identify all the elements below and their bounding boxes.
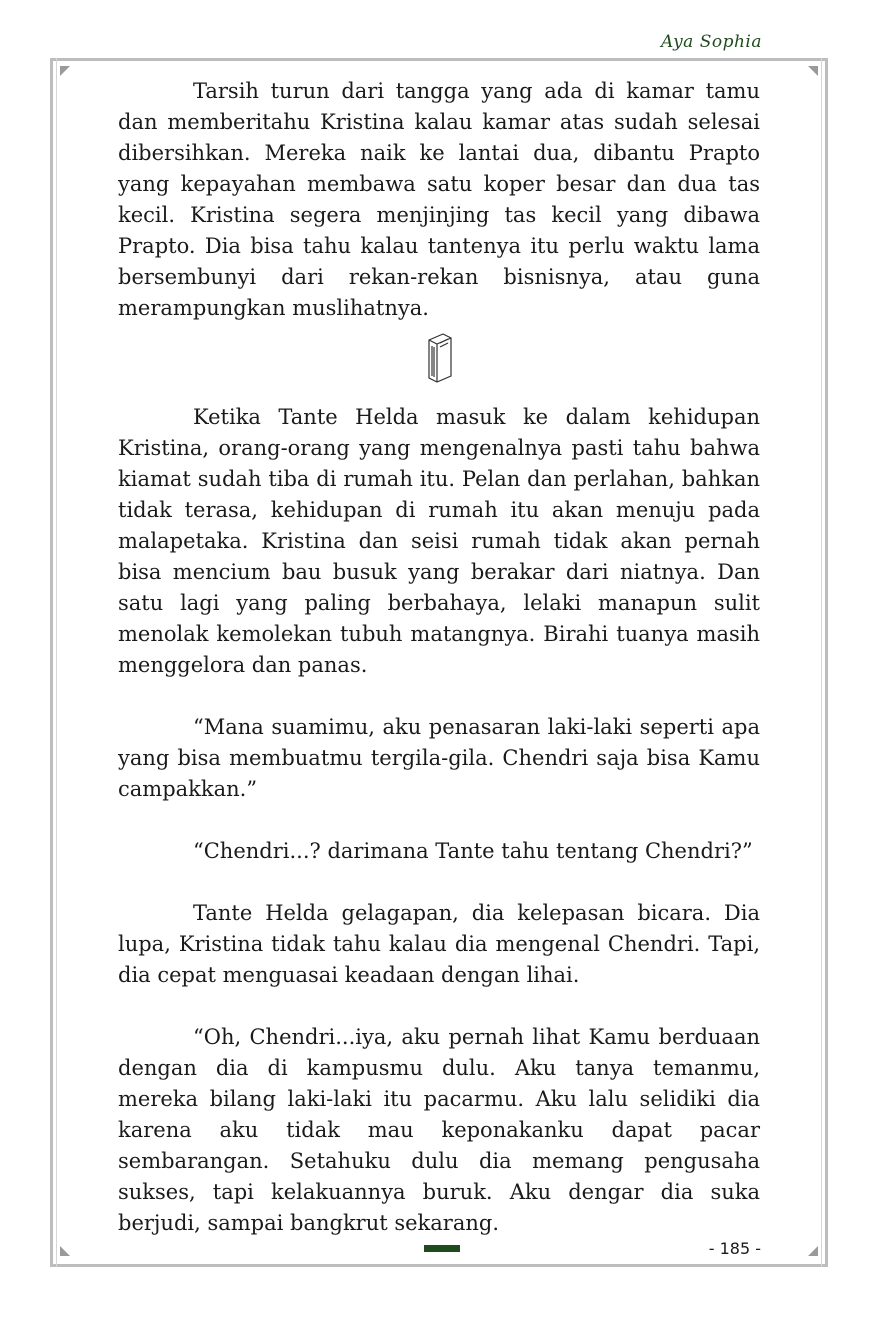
paragraph-3: “Mana suamimu, aku penasaran laki-laki seperti apa yang bisa membuatmu tergila-gila. Chendri saja bisa Kamu campakkan.”	[118, 715, 760, 801]
frame-left-border	[50, 58, 53, 1267]
frame-bottom-border	[50, 1264, 828, 1267]
footer-accent-bar	[424, 1245, 460, 1252]
corner-ornament-top-left	[60, 66, 70, 76]
page-body	[118, 76, 760, 1239]
frame-top-border	[50, 58, 828, 61]
corner-ornament-bottom-left	[60, 1246, 70, 1256]
frame-left-inner-line	[56, 58, 57, 1267]
paragraph-4: “Chendri...? darimana Tante tahu tentang Chendri?”	[193, 839, 753, 863]
paragraph-6: “Oh, Chendri...iya, aku pernah lihat Kamu berduaan dengan dia di kampusmu dulu. Aku tanya temanmu, mereka bilang laki-laki itu pacarmu. Aku lalu selidiki dia karena aku tidak mau keponakanku dapat pacar sembarangan. Setahuku dulu dia memang pengusaha sukses, tapi kelakuannya buruk. Aku dengar dia suka berjudi, sampai bangkrut sekarang.	[118, 1025, 760, 1235]
corner-ornament-bottom-right	[808, 1246, 818, 1256]
book-ornament-icon	[421, 330, 457, 386]
paragraph-2: Ketika Tante Helda masuk ke dalam kehidupan Kristina, orang-orang yang mengenalnya pasti tahu bahwa kiamat sudah tiba di rumah itu. Pelan dan perlahan, bahkan tidak terasa, kehidupan di rumah itu akan menuju pada malapetaka. Kristina dan seisi rumah tidak akan pernah bisa mencium bau busuk yang berakar dari niatnya. Dan satu lagi yang paling berbahaya, lelaki manapun sulit menolak kemolekan tubuh matangnya. Birahi tuanya masih menggelora dan panas.	[118, 405, 760, 677]
paragraph-1: Tarsih turun dari tangga yang ada di kamar tamu dan memberitahu Kristina kalau kamar atas sudah selesai dibersihkan. Mereka naik ke lantai dua, dibantu Prapto yang kepayahan membawa satu koper besar dan dua tas kecil. Kristina segera menjinjing tas kecil yang dibawa Prapto. Dia bisa tahu kalau tantenya itu perlu waktu lama bersembunyi dari rekan-rekan bisnisnya, atau guna merampungkan muslihatnya.	[118, 79, 760, 320]
frame-right-inner-line	[821, 58, 822, 1267]
frame-right-border	[825, 58, 828, 1267]
running-header-title: Aya Sophia	[660, 32, 762, 52]
page-number: - 185 -	[708, 1239, 761, 1258]
paragraph-5: Tante Helda gelagapan, dia kelepasan bicara. Dia lupa, Kristina tidak tahu kalau dia mengenal Chendri. Tapi, dia cepat menguasai keadaan dengan lihai.	[118, 901, 760, 987]
corner-ornament-top-right	[808, 66, 818, 76]
